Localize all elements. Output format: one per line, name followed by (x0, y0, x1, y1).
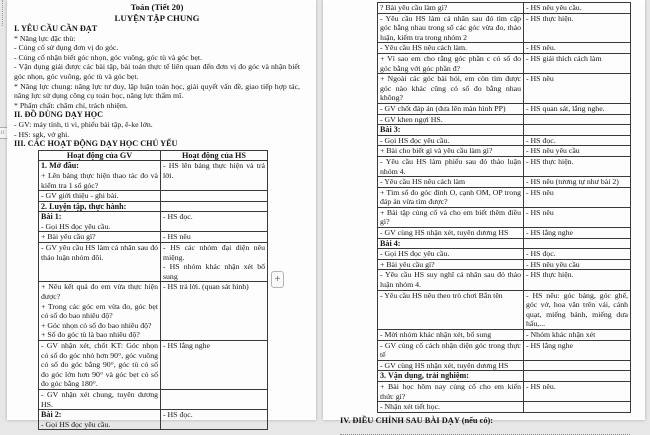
hs-cell (524, 228, 631, 239)
cell-line: - GV nhận xét, chốt KT: Góc nhọn có số đo góc nhỏ hơn 90°, góc vuông có số đo góc bằng 90°, góc tù có số đo góc lớn hơn 90° và góc bẹt có số đo góc bằng 180°. (41, 341, 158, 389)
cell-line: Bài 2: (41, 410, 62, 420)
gv-cell (39, 389, 161, 409)
section-heading: I. YÊU CẦU CẦN ĐẠT (14, 24, 98, 33)
gv-cell (378, 53, 524, 73)
gv-cell (378, 259, 524, 270)
hs-cell (161, 282, 268, 341)
table-row (378, 74, 631, 104)
hs-cell (524, 156, 631, 176)
table-row (378, 3, 631, 14)
cell-line: + Lên bảng thực hiện thao tác đo và kiểm tra 1 số góc? (41, 170, 158, 190)
cell-line: - GV nhận xét chung, tuyên dương HS. (41, 389, 158, 409)
cell-line: - HS nêu yêu cầu. (526, 3, 582, 12)
gv-cell (378, 249, 524, 260)
cell-line: - HS lắng nghe (163, 341, 210, 350)
cell-line: - Gọi HS đọc yêu cầu. (41, 419, 111, 429)
cell-line: + Tìm số đo góc đỉnh O, cạnh OM, OP trong đáp án vừa tìm được? (380, 187, 521, 207)
cell-line: - HS đọc. (526, 249, 556, 259)
cell-line: - Nhóm khác nhận xét (526, 330, 596, 339)
cell-line: - HS nhóm khác nhận xét bổ sung (163, 262, 265, 281)
hs-cell (161, 341, 268, 390)
hs-cell (524, 360, 631, 371)
cell-line: - HS trả lời. (quan sát hình) (163, 282, 249, 292)
hs-cell (524, 371, 631, 382)
table-row (39, 161, 268, 191)
cell-line: 3. Vận dụng, trải nghiệm: (380, 371, 469, 381)
hs-cell (524, 249, 631, 260)
gv-cell (378, 187, 524, 207)
table-row (39, 389, 268, 409)
cell-line: - HS quan sát, lắng nghe. (526, 103, 605, 113)
cell-line: - HS nêu: góc bảng, góc ghế, góc vở, hoa văn trên vải, cánh quạt, miếng bánh, miếng dưa hấu,... (526, 290, 628, 329)
section-heading: II. ĐỒ DÙNG DẠY HỌC (14, 110, 104, 120)
table-row (378, 290, 631, 329)
cell-line: + Bài yêu cầu gì? (380, 259, 435, 269)
cell-line: ? Bài yêu cầu làm gì? (380, 3, 448, 12)
hs-cell (161, 191, 268, 202)
hs-cell (524, 146, 631, 157)
cell-line: - HS thực hiện. (526, 270, 574, 280)
cell-line: - Nhận xét tiết học. (380, 402, 440, 412)
cell-line: - HS lắng nghe (526, 228, 573, 238)
hs-cell (161, 243, 268, 282)
hs-cell (524, 3, 631, 14)
cell-line: - HS nêu (526, 187, 554, 197)
table-row (378, 207, 631, 227)
gv-cell (39, 282, 161, 341)
cell-line: 2. Luyện tập, thực hành: (41, 201, 127, 211)
gv-cell (378, 146, 524, 157)
cell-line: - GV củng cố cách nhận diện góc trong thực tế (380, 340, 521, 360)
table-row (39, 191, 268, 202)
cell-line: - HS đọc. (163, 212, 193, 222)
hs-cell (524, 103, 631, 114)
gv-cell (378, 114, 524, 125)
cell-line: - HS nêu (163, 232, 191, 242)
cell-line: - HS đọc. (163, 410, 193, 420)
hs-cell (524, 74, 631, 104)
cell-line: + Số đo góc tù là bao nhiêu độ? (41, 330, 140, 340)
cell-line: - Yêu cầu HS suy nghĩ cá nhân sau đó thảo luận nhóm 4. (380, 270, 521, 290)
table-row (378, 340, 631, 360)
intro-line: - Củng cố sử dụng đơn vị đo góc. (14, 43, 119, 53)
hs-cell (161, 212, 268, 232)
hs-cell (524, 402, 631, 413)
hs-cell (524, 53, 631, 73)
table-row (378, 238, 631, 249)
cell-line: - HS lên bảng thực hiện và trả lời. (163, 161, 265, 180)
cell-line: - Yêu cầu HS nêu cách làm. (380, 43, 467, 53)
table-row (378, 259, 631, 270)
cell-line: + Góc nhọn có số đo bao nhiêu độ? (41, 320, 152, 330)
document-page-2 (323, 0, 645, 425)
cell-line: - Gọi HS đọc yêu cầu. (380, 249, 450, 259)
gv-cell (378, 228, 524, 239)
gv-cell (378, 270, 524, 290)
hs-cell (524, 259, 631, 270)
gv-cell (378, 13, 524, 43)
gv-cell (39, 212, 161, 232)
table-row (378, 270, 631, 290)
gv-cell (39, 191, 161, 202)
table-row (378, 402, 631, 413)
table-row (378, 125, 631, 136)
hs-column-header: Hoạt động của HS (161, 150, 268, 161)
cell-line: - GV khen ngợi HS. (380, 114, 443, 124)
hs-cell (524, 114, 631, 125)
hs-cell (161, 161, 268, 191)
cell-line: + Bài tập củng cố và cho em biết thêm điều gì? (380, 207, 521, 227)
table-row (378, 177, 631, 188)
hs-cell (524, 340, 631, 360)
cell-line: - Gọi HS đọc yêu cầu. (380, 135, 450, 145)
table-row (39, 232, 268, 243)
hs-cell (524, 290, 631, 329)
table-row (39, 201, 268, 212)
hs-cell (524, 43, 631, 54)
table-row (378, 53, 631, 73)
hs-cell (524, 187, 631, 207)
gv-cell (39, 232, 161, 243)
cell-line: - GV chốt đáp án (đưa lên màn hình PP) (380, 103, 506, 113)
cell-line: - Yêu cầu HS nêu cách làm (380, 177, 466, 187)
cell-line: - HS nêu yêu cầu (526, 146, 580, 156)
cell-line: - GV cùng HS nhận xét, tuyên dương HS (380, 360, 509, 370)
lesson-intro-block (14, 24, 300, 149)
activities-table-page1 (38, 150, 268, 431)
cell-line: + Bài yêu cầu gì? (41, 232, 96, 242)
insert-plus-button[interactable]: + (271, 271, 284, 288)
hs-cell (524, 330, 631, 341)
gv-cell (378, 103, 524, 114)
table-row (378, 228, 631, 239)
hs-cell (524, 270, 631, 290)
cell-line: - HS nêu yêu cầu (526, 259, 580, 269)
cell-line: - HS nêu (526, 207, 554, 217)
gv-cell (39, 201, 161, 212)
lesson-name-title: LUYỆN TẬP CHUNG (114, 13, 200, 23)
gv-cell (39, 243, 161, 282)
hs-cell (524, 125, 631, 136)
table-row (378, 330, 631, 341)
lesson-subject-title: Toán (Tiết 20) (130, 2, 184, 12)
cell-line: - HS đọc. (526, 135, 556, 145)
cell-line: + Nêu kết quả đo em vừa thực hiện được? (41, 282, 158, 302)
intro-line: - GV: máy tính, ti vi, phiếu bài tập, ê-ke lớn. (14, 119, 153, 129)
activities-table-page2 (377, 2, 631, 413)
table-row (378, 360, 631, 371)
cell-line: - HS nêu. (526, 43, 556, 53)
gv-cell (39, 341, 161, 390)
cell-line: 1. Mở đầu: (41, 161, 79, 171)
gv-cell (378, 207, 524, 227)
intro-line: * Năng lực chung: năng lực tư duy, lập luận toán học, giải quyết vấn đề, giao tiếp hợp tác, năng lực sử dụng công cụ toán học, năng lực thẩm mĩ. (14, 81, 300, 101)
hs-cell (161, 389, 268, 409)
cell-line: - HS các nhóm đại diện nêu miệng. (163, 243, 265, 262)
document-page-1 (7, 0, 316, 429)
gv-cell (378, 340, 524, 360)
cell-line: - Yêu cầu HS nêu theo trò chơi Bắn tên (380, 290, 503, 300)
adjustments-section-heading: IV. ĐIỀU CHỈNH SAU BÀI DẠY (nếu có): (340, 415, 494, 425)
table-row (378, 371, 631, 382)
cell-line: + Trong các góc em vừa đo, góc bẹt có số đo bao nhiêu độ? (41, 301, 158, 321)
cell-line: + Bài học hôm nay củng cố cho em kiến thức gì? (380, 381, 521, 401)
cell-line: - HS thực hiện. (526, 156, 574, 166)
intro-line: - Củng cố nhận biết góc nhọn, góc vuông, góc tù và góc bẹt. (14, 52, 202, 62)
cell-line: + Vì sao em cho rằng góc phần c có số đo góc bằng với góc phần đ? (380, 53, 521, 73)
gv-cell (378, 156, 524, 176)
cell-line: - HS thực hiện. (526, 13, 574, 23)
cell-line: + Ngoài các góc bài hỏi, em còn tìm được góc nào khác cũng có số đo bằng nhau không? (380, 74, 521, 103)
table-row (378, 13, 631, 43)
gv-cell (378, 290, 524, 329)
table-row (378, 249, 631, 260)
cell-line: Bài 3: (380, 125, 401, 135)
table-row (378, 114, 631, 125)
table-row (39, 282, 268, 341)
hs-cell (524, 177, 631, 188)
hs-cell (524, 381, 631, 401)
gv-cell (378, 177, 524, 188)
gv-cell (378, 238, 524, 249)
cell-line: - GV giới thiệu - ghi bài. (41, 191, 119, 201)
cell-line: - GV yêu cầu HS làm cá nhân sau đó thảo luận nhóm đôi. (41, 243, 158, 262)
gv-cell (378, 330, 524, 341)
cell-line: - Yêu cầu HS làm cá nhân sau đó tìm cặp góc bằng nhau trong số các góc vừa đo, thảo luận, kiểm tra trong nhóm 2 (380, 13, 521, 42)
gv-cell (378, 43, 524, 54)
gv-cell (39, 161, 161, 191)
table-row (378, 43, 631, 54)
cell-line: - Mời nhóm khác nhận xét, bổ sung (380, 330, 492, 339)
gv-cell (378, 381, 524, 401)
hs-cell (524, 207, 631, 227)
table-header-row (39, 150, 268, 161)
table-row (39, 212, 268, 232)
table-row (378, 135, 631, 146)
table-row (378, 187, 631, 207)
hs-cell (161, 232, 268, 243)
cell-line: - HS giải thích cách làm (526, 53, 602, 63)
table-row (378, 156, 631, 176)
hs-cell (524, 238, 631, 249)
cell-line: + Bài cho biết gì và yêu cầu làm gì? (380, 146, 493, 156)
cell-line: Bài 4: (380, 238, 401, 248)
gv-cell (378, 3, 524, 14)
gv-cell (378, 371, 524, 382)
gv-column-header: Hoạt động của GV (39, 150, 161, 161)
intro-line: * Phẩm chất: chăm chỉ, trách nhiệm. (14, 100, 128, 110)
table-row (378, 103, 631, 114)
cell-line: Bài 1: (41, 212, 62, 222)
section-heading: III. CÁC HOẠT ĐỘNG DẠY HỌC CHỦ YẾU (14, 139, 178, 149)
gv-cell (378, 74, 524, 104)
table-row (378, 146, 631, 157)
table-row (378, 381, 631, 401)
intro-line: * Năng lực đặc thù: (14, 33, 76, 43)
hs-cell (524, 13, 631, 43)
cell-line: - HS nêu (tương tự như bài 2) (526, 177, 619, 187)
cell-line: - HS nêu. (526, 381, 556, 391)
cell-line: - Gọi HS đọc yêu cầu. (41, 221, 111, 231)
gv-cell (378, 402, 524, 413)
table-row (39, 341, 268, 390)
gutter-handle[interactable]: ii (0, 127, 9, 139)
cell-line: - GV cùng HS nhận xét, tuyên dương HS (380, 228, 509, 238)
cell-line: - HS lắng nghe (526, 340, 573, 350)
cell-line: - Yêu cầu HS làm phiếu sau đó thảo luận nhóm 4. (380, 156, 521, 176)
hs-cell (524, 135, 631, 146)
hs-cell (161, 201, 268, 212)
gv-cell (378, 135, 524, 146)
page1-content (7, 0, 316, 430)
intro-line: - Vận dụng giải được các bài tập, bài toán thực tế liên quan đến đơn vị đo góc và nhận biết góc nhọn, góc vuông, góc tù và góc bẹt. (14, 62, 300, 81)
gv-cell (378, 360, 524, 371)
table-row (39, 243, 268, 282)
intro-line: - HS: sgk, vở ghi. (14, 129, 70, 139)
margin-guide-line (2, 0, 3, 26)
cell-line: - HS nêu (526, 74, 554, 84)
fill-in-dotted-line (340, 426, 630, 435)
gv-cell (378, 125, 524, 136)
